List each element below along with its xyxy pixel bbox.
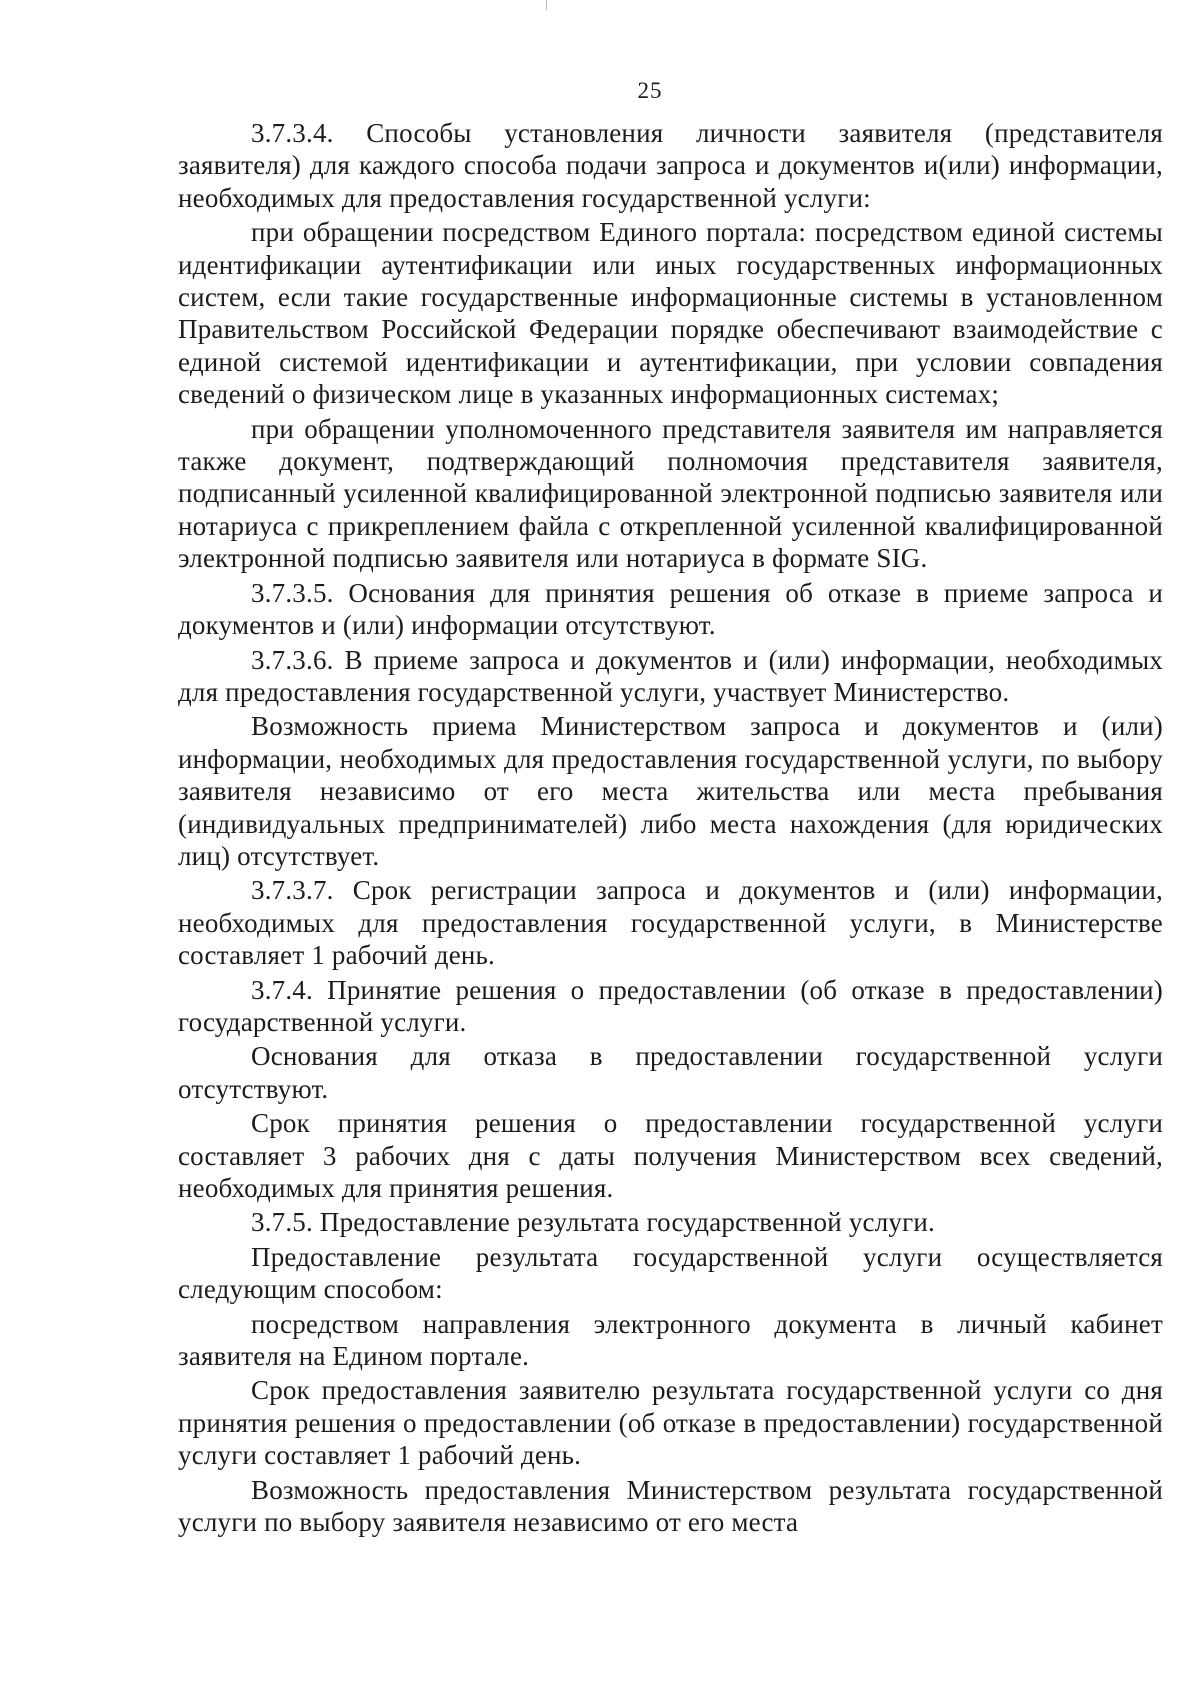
paragraph-3-7-5: 3.7.5. Предоставление результата государственной услуги. <box>251 1207 935 1238</box>
paragraph-3-7-4: 3.7.4. Принятие решения о предоставлении (об отказе в предоставлении) государственной услуги. <box>178 974 1163 1037</box>
page-number: 25 <box>637 78 663 103</box>
paragraph-reception-possibility: Возможность приема Министерством запроса и документов и (или) информации, необходимых для предоставления государственной услуги, по выбору заявителя независимо от его места жительства или места пребывания (индивидуальных предпринимателей) либо места нахождения (для юридических лиц) отсутствует. <box>178 711 1163 871</box>
paragraph-refusal-grounds: Основания для отказа в предоставлении государственной услуги отсутствуют. <box>178 1041 1163 1104</box>
paragraph-electronic-document: посредством направления электронного документа в личный кабинет заявителя на Едином портале. <box>178 1308 1163 1372</box>
paragraph-3-7-3-6: 3.7.3.6. В приеме запроса и документов и (или) информации, необходимых для предоставления государственной услуги, участвует Министерство. <box>178 644 1163 707</box>
scan-mark <box>546 0 547 10</box>
paragraph-3-7-3-7: 3.7.3.7. Срок регистрации запроса и документов и (или) информации, необходимых для предоставления государственной услуги, в Министерстве составляет 1 рабочий день. <box>178 875 1163 971</box>
paragraph-result-method: Предоставление результата государственной услуги осуществляется следующим способом: <box>178 1241 1163 1305</box>
paragraph-single-portal: при обращении посредством Единого портала: посредством единой системы идентификации аутентификации или иных государственных информационных систем, если такие государственные информационные системы в установленном Правительством Российской Федерации порядке обеспечивают взаимодействие с единой системой идентификации и аутентификации, при условии совпадения сведений о физическом лице в указанных информационных системах; <box>178 217 1163 410</box>
paragraph-3-7-3-5: 3.7.3.5. Основания для принятия решения об отказе в приеме запроса и документов и (или) информации отсутствуют. <box>178 577 1163 641</box>
paragraph-3-7-3-4: 3.7.3.4. Способы установления личности заявителя (представителя заявителя) для каждого способа подачи запроса и документов и(или) информации, необходимых для предоставления государственной услуги: <box>178 118 1163 213</box>
paragraph-decision-term: Срок принятия решения о предоставлении государственной услуги составляет 3 рабочих дня с даты получения Министерством всех сведений, необходимых для принятия решения. <box>178 1108 1163 1203</box>
paragraph-result-term: Срок предоставления заявителю результата государственной услуги со дня принятия решения о предоставлении (об отказе в предоставлении) государственной услуги составляет 1 рабочий день. <box>178 1375 1163 1471</box>
paragraph-representative: при обращении уполномоченного представителя заявителя им направляется также документ, подтверждающий полномочия представителя заявителя, подписанный усиленной квалифицированной электронной подписью заявителя или нотариуса с прикреплением файла с открепленной усиленной квалифицированной электронной подписью заявителя или нотариуса в формате SIG. <box>178 413 1163 574</box>
document-body <box>178 117 1163 1540</box>
paragraph-result-possibility: Возможность предоставления Министерством результата государственной услуги по выбору заявителя независимо от его места <box>178 1474 1163 1538</box>
